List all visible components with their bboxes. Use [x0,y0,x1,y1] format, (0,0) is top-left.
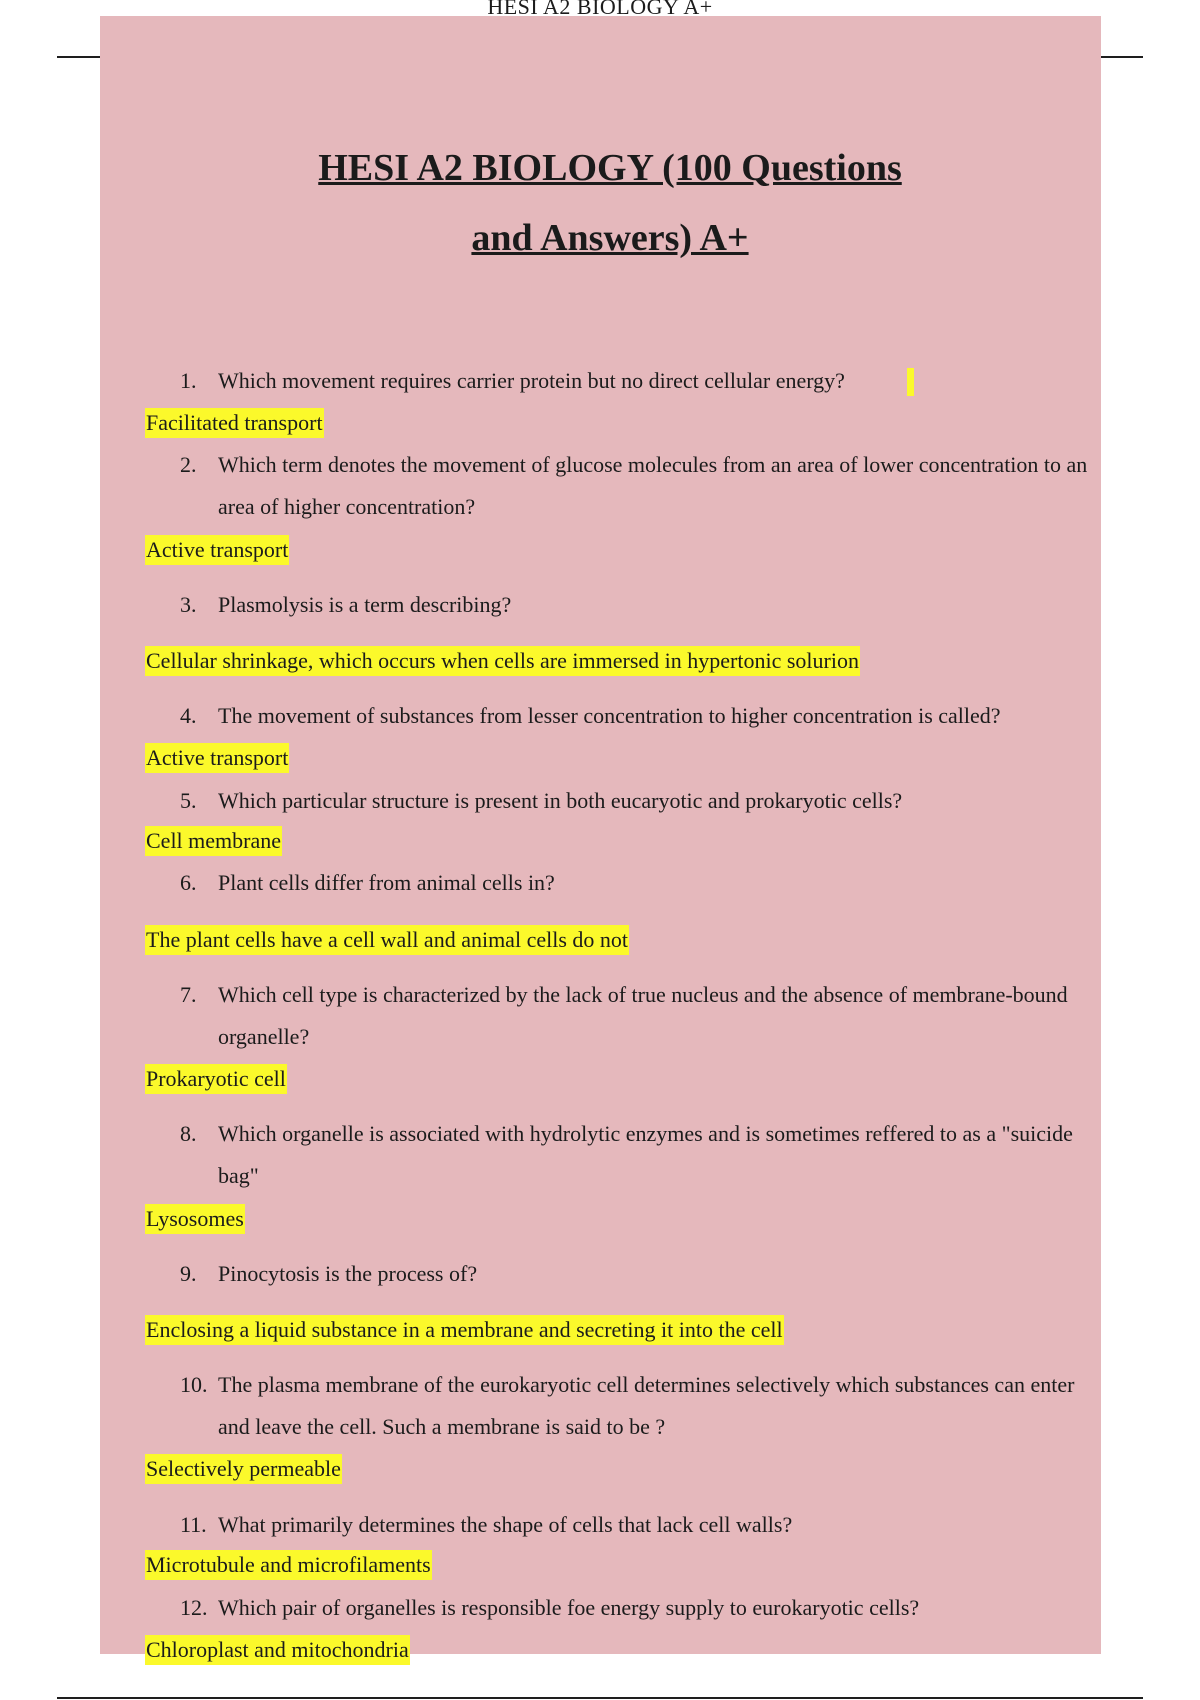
answer-3: Cellular shrinkage, which occurs when cells are immersed in hypertonic solurion [145,646,860,676]
answer-10: Selectively permeable [145,1454,342,1484]
answer-7: Prokaryotic cell [145,1064,287,1094]
question-text: Which particular structure is present in both eucaryotic and prokaryotic cells? [218,788,903,813]
question-12 [180,1587,919,1629]
question-7 [180,974,1098,1058]
header-rule-right [1100,56,1143,58]
answer-6: The plant cells have a cell wall and animal cells do not [145,925,629,955]
question-text: Which movement requires carrier protein but no direct cellular energy? [218,368,845,393]
question-number: 8. [180,1121,197,1146]
question-text: Plant cells differ from animal cells in? [218,870,555,895]
question-10 [180,1364,1098,1448]
question-text: Pinocytosis is the process of? [218,1261,478,1286]
question-number: 2. [180,452,197,477]
document-title-line-1: HESI A2 BIOLOGY (100 Questions [318,147,902,189]
question-text: What primarily determines the shape of cells that lack cell walls? [218,1512,793,1537]
question-9 [180,1253,477,1295]
answer-12: Chloroplast and mitochondria [145,1635,410,1665]
footer-rule [57,1697,1143,1699]
question-number: 9. [180,1261,197,1286]
question-number: 3. [180,592,197,617]
question-1 [180,360,845,402]
question-text: The movement of substances from lesser concentration to higher concentration is called? [218,703,1001,728]
answer-2: Active transport [145,535,289,565]
question-text: Which organelle is associated with hydrolytic enzymes and is sometimes reffered to as a "suicide bag" [218,1121,1073,1188]
answer-5: Cell membrane [145,826,282,856]
question-text: Plasmolysis is a term describing? [218,592,512,617]
question-3 [180,584,511,626]
question-text: The plasma membrane of the eurokaryotic cell determines selectively which substances can enter and leave the cell. Such a membrane is said to be ? [218,1372,1075,1439]
question-text: Which term denotes the movement of glucose molecules from an area of lower concentration to an area of higher concentration? [218,452,1088,519]
running-header: HESI A2 BIOLOGY A+ [487,0,713,19]
answer-11: Microtubule and microfilaments [145,1550,432,1580]
question-11 [180,1504,792,1546]
header-rule-left [57,56,101,58]
question-6 [180,862,555,904]
answer-8: Lysosomes [145,1204,245,1234]
answer-9: Enclosing a liquid substance in a membrane and secreting it into the cell [145,1315,784,1345]
question-number: 1. [180,368,197,393]
question-text: Which cell type is characterized by the lack of true nucleus and the absence of membrane-bound organelle? [218,982,1068,1049]
question-number: 12. [180,1595,208,1620]
question-number: 10. [180,1372,208,1397]
question-text: Which pair of organelles is responsible foe energy supply to eurokaryotic cells? [218,1595,920,1620]
question-2 [180,444,1098,528]
answer-1: Facilitated transport [145,408,324,438]
question-5 [180,780,902,822]
document-title-line-2: and Answers) A+ [471,217,749,259]
question-8 [180,1113,1098,1197]
answer-4: Active transport [145,743,289,773]
question-number: 6. [180,870,197,895]
question-number: 7. [180,982,197,1007]
question-4 [180,695,1001,737]
question-number: 4. [180,703,197,728]
highlight-mark [907,368,914,396]
question-number: 5. [180,788,197,813]
question-number: 11. [180,1512,207,1537]
